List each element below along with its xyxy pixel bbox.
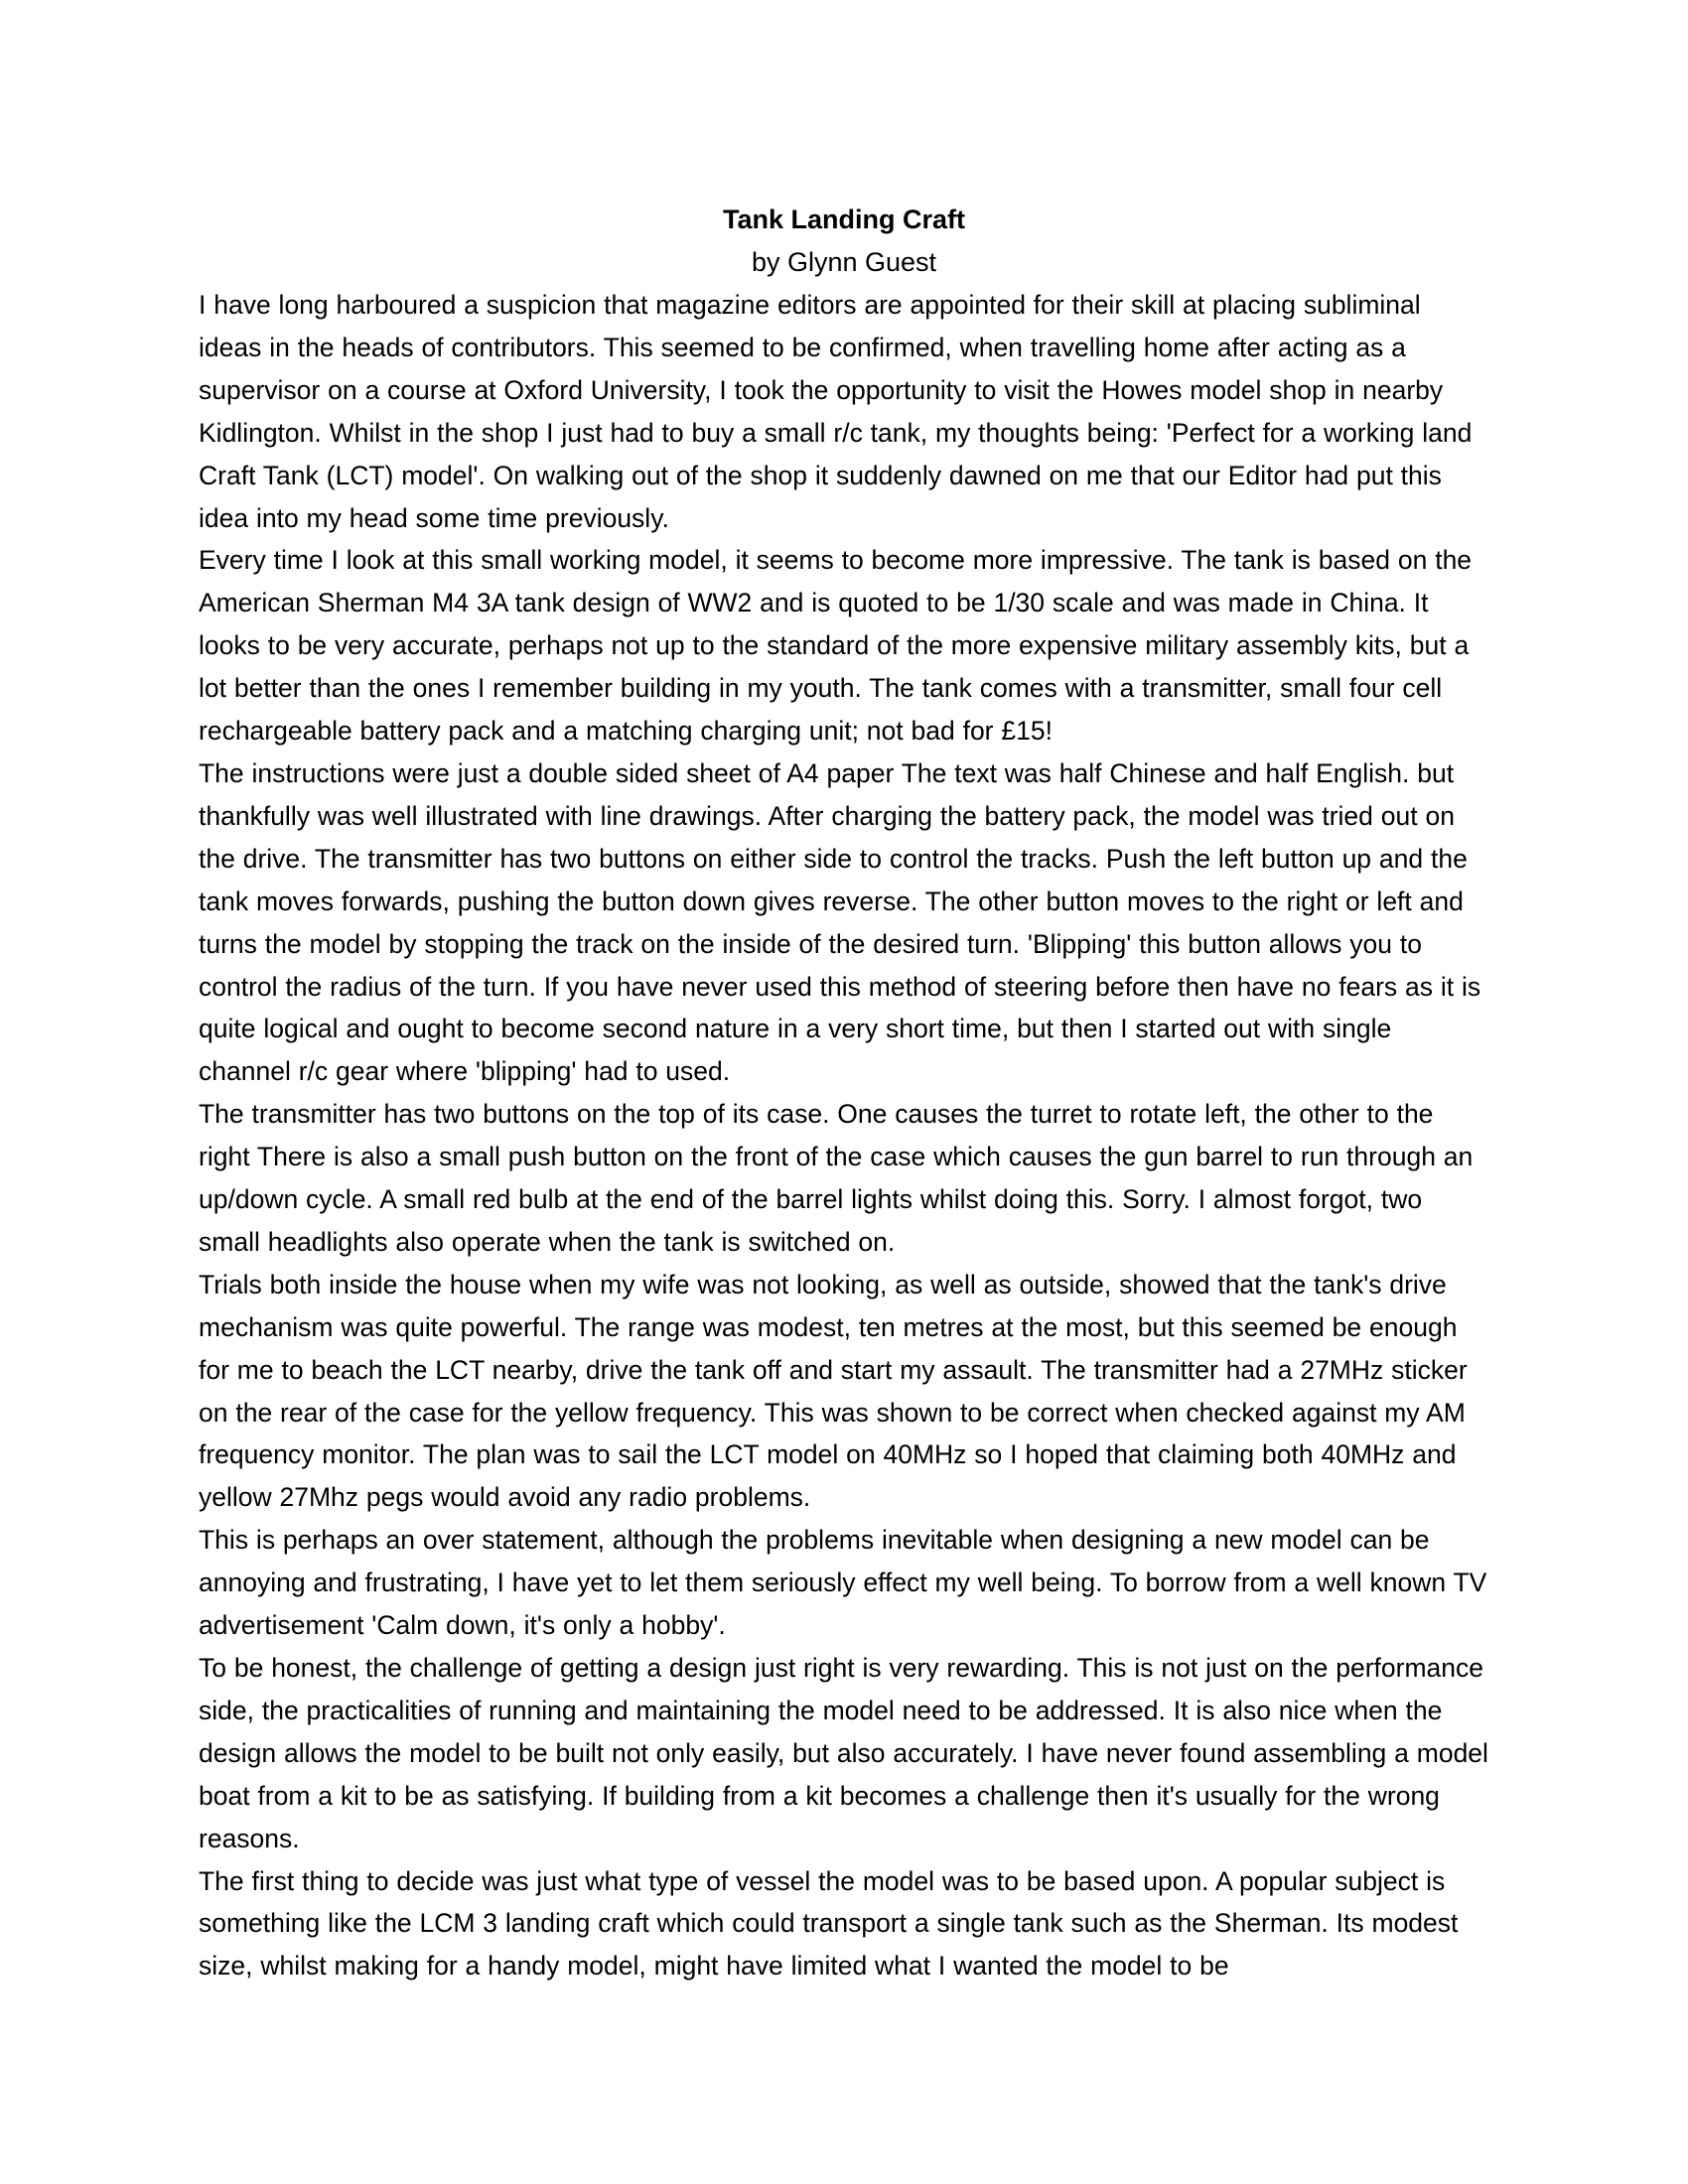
paragraph-1: I have long harboured a suspicion that magazine editors are appointed for their skill at placing subliminal ideas in the heads of contributors. This seemed to be confirmed, when travelling home after acting as a supervisor on a course at Oxford University, I took the opportunity to visit the Howes model shop in nearby Kidlington. Whilst in the shop I just had to buy a small r/c tank, my thoughts being: 'Perfect for a working land Craft Tank (LCT) model'. On walking out of the shop it suddenly dawned on me that our Editor had put this idea into my head some time previously. — [199, 290, 1473, 533]
paragraph-5: Trials both inside the house when my wife was not looking, as well as outside, showed that the tank's drive mechanism was quite powerful. The range was modest, ten metres at the most, but this seemed be enough for me to beach the LCT nearby, drive the tank off and start my assault. The transmitter had a 27MHz sticker on the rear of the case for the yellow frequency. This was shown to be correct when checked against my AM frequency monitor. The plan was to sail the LCT model on 40MHz so I hoped that claiming both 40MHz and yellow 27Mhz pegs would avoid any radio problems. — [199, 1269, 1468, 1513]
article-title: Tank Landing Craft — [722, 205, 965, 234]
article-byline: by Glynn Guest — [751, 247, 937, 277]
paragraph-6: This is perhaps an over statement, although the problems inevitable when designing a new model can be annoying and frustrating, I have yet to let them seriously effect my well being. To borrow from a well known TV advertisement 'Calm down, it's only a hobby'. — [199, 1525, 1487, 1641]
paragraph-2: Every time I look at this small working model, it seems to become more impressive. The tank is based on the American Sherman M4 3A tank design of WW2 and is quoted to be 1/30 scale and was made in China. It looks to be very accurate, perhaps not up to the standard of the more expensive military assembly kits, but a lot better than the ones I remember building in my youth. The tank comes with a transmitter, small four cell rechargeable battery pack and a matching charging unit; not bad for £15! — [199, 545, 1473, 747]
paragraph-4: The transmitter has two buttons on the top of its case. One causes the turret to rotate left, the other to the right There is also a small push button on the front of the case which causes the gun barrel to run through an up/down cycle. A small red bulb at the end of the barrel lights whilst doing this. Sorry. I almost forgot, two small headlights also operate when the tank is switched on. — [199, 1099, 1474, 1257]
paragraph-8: The first thing to decide was just what type of vessel the model was to be based upon. A popular subject is something like the LCM 3 landing craft which could transport a single tank such as the Sherman. Its modest size, whilst making for a handy model, might have limited what I wanted the model to be — [199, 1865, 1459, 1981]
paragraph-3: The instructions were just a double sided sheet of A4 paper The text was half Chinese and half English. but thankfully was well illustrated with line drawings. After charging the battery pack, the model was tried out on the drive. The transmitter has two buttons on either side to control the tracks. Push the left button up and the tank moves forwards, pushing the button down gives reverse. The other button moves to the right or left and turns the model by stopping the track on the inside of the desired turn. 'Blipping' this button allows you to control the radius of the turn. If you have never used this method of steering before then have no fears as it is quite logical and ought to become second nature in a very short time, but then I started out with single channel r/c gear where 'blipping' had to used. — [199, 757, 1481, 1087]
article-body — [199, 199, 1489, 1987]
paragraph-7: To be honest, the challenge of getting a design just right is very rewarding. This is not just on the performance side, the practicalities of running and maintaining the model need to be addressed. It is also nice when the design allows the model to be built not only easily, but also accurately. I have never found assembling a model boat from a kit to be as satisfying. If building from a kit becomes a challenge then it's usually for the wrong reasons. — [199, 1653, 1488, 1853]
